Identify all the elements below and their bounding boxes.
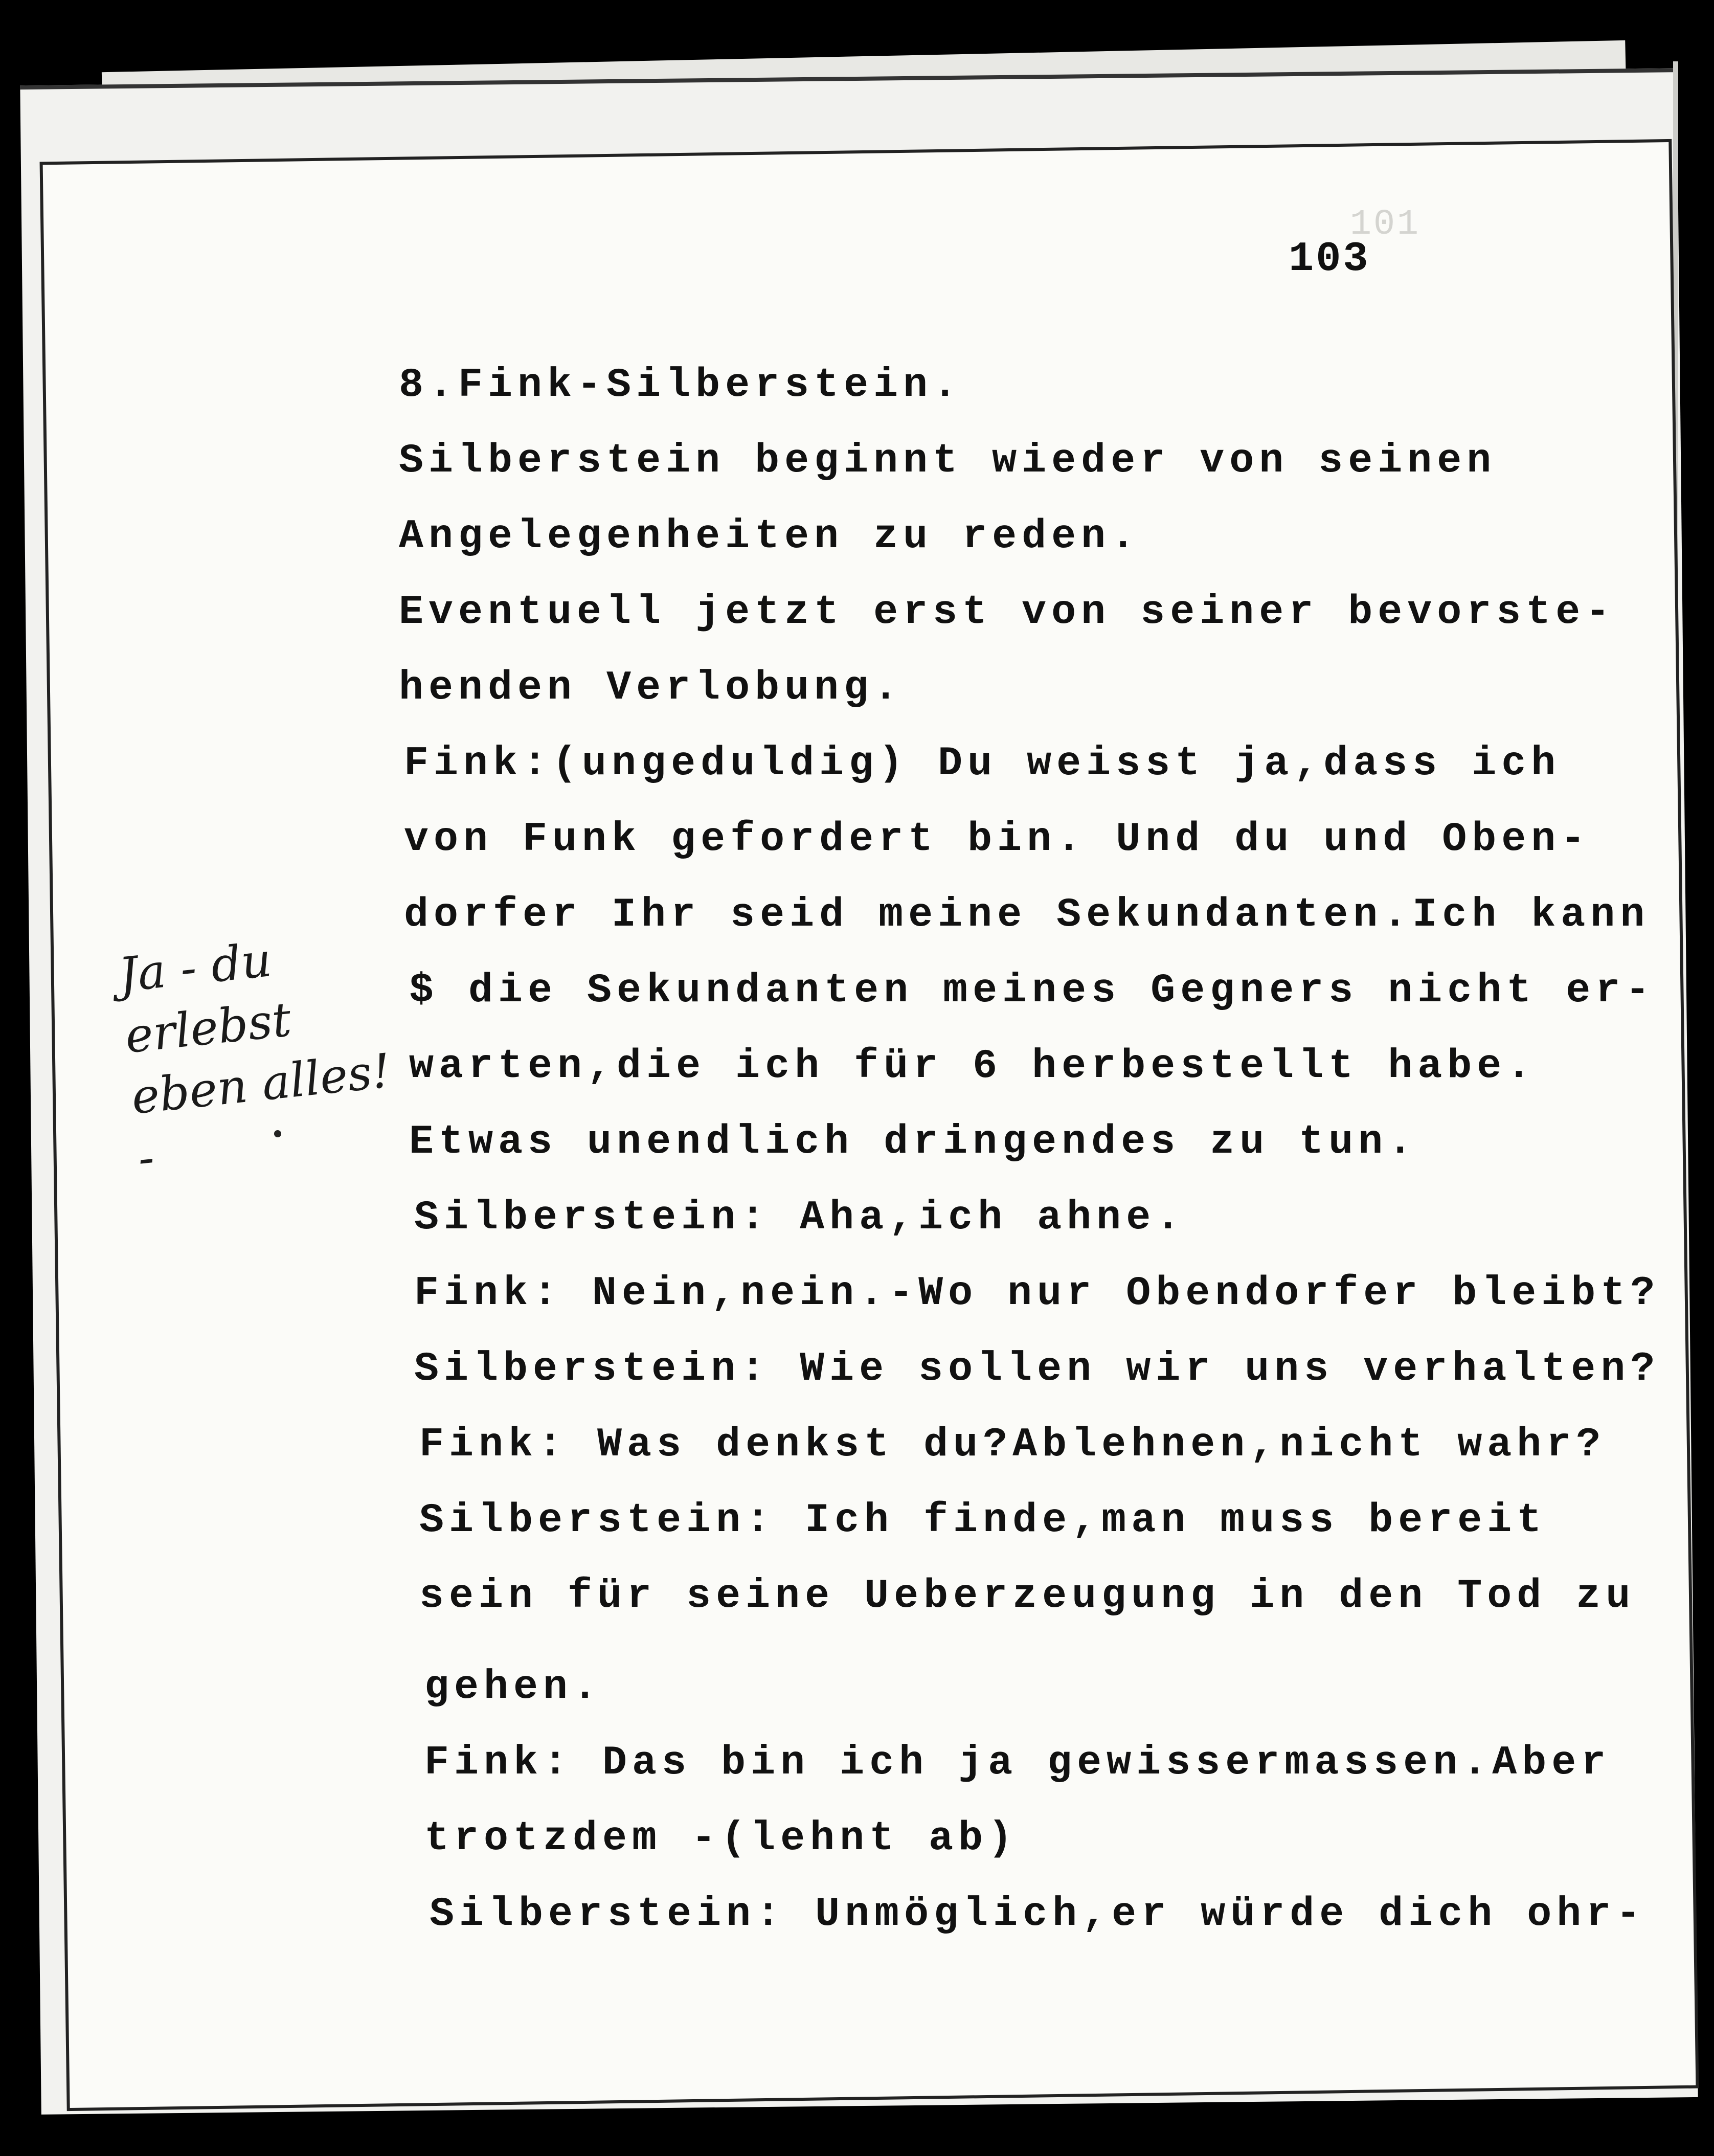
- text-line: Fink: Was denkst du?Ablehnen,nicht wahr?: [419, 1422, 1606, 1468]
- text-line: Fink: Nein,nein.-Wo nur Obendorfer bleibt?: [414, 1270, 1660, 1317]
- text-line: von Funk gefordert bin. Und du und Oben-: [404, 816, 1591, 863]
- text-line: Eventuell jetzt erst von seiner bevorste-: [399, 589, 1615, 636]
- ink-dot: [274, 1130, 281, 1137]
- text-line: Fink:(ungeduldig) Du weisst ja,dass ich: [404, 740, 1561, 787]
- text-line: Silberstein: Wie sollen wir uns verhalten?: [414, 1346, 1660, 1393]
- ghost-page-number: 101: [1350, 205, 1421, 245]
- handwritten-line: Ja - du: [116, 932, 274, 1003]
- text-line: Angelegenheiten zu reden.: [399, 513, 1141, 560]
- scene-heading: 8.Fink-Silberstein.: [399, 362, 963, 409]
- text-line: warten,die ich für 6 herbestellt habe.: [409, 1043, 1537, 1090]
- text-line: Silberstein beginnt wieder von seinen: [399, 438, 1497, 484]
- text-line: Silberstein: Ich finde,man muss bereit: [419, 1497, 1547, 1544]
- text-line: Silberstein: Unmöglich,er würde dich ohr-: [430, 1891, 1646, 1938]
- page-number: 103: [1289, 235, 1370, 283]
- handwritten-line: erlebst: [122, 992, 294, 1064]
- text-line: henden Verlobung.: [399, 665, 904, 711]
- text-line: Fink: Das bin ich ja gewissermassen.Aber: [424, 1740, 1611, 1786]
- text-line: trotzdem -(lehnt ab): [424, 1815, 1018, 1862]
- text-line: gehen.: [424, 1664, 603, 1711]
- handwritten-line: eben alles! -: [129, 1043, 394, 1186]
- text-line: Silberstein: Aha,ich ahne.: [414, 1195, 1186, 1241]
- text-line: dorfer Ihr seid meine Sekundanten.Ich kann: [404, 892, 1650, 938]
- text-line: $ die Sekundanten meines Gegners nicht er-: [409, 968, 1655, 1014]
- handwritten-margin-note: [116, 917, 405, 1189]
- text-line: Etwas unendlich dringendes zu tun.: [409, 1119, 1418, 1165]
- text-line: sein für seine Ueberzeugung in den Tod zu: [419, 1573, 1636, 1620]
- typed-text-body: [399, 348, 1660, 1952]
